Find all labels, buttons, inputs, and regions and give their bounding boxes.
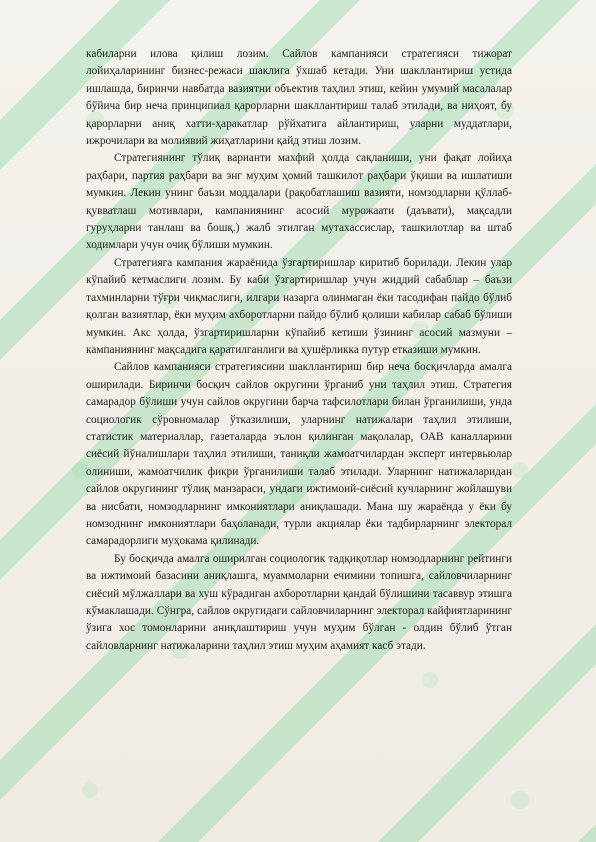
paragraph-5: Бу босқичда амалга оширилган социологик тадқиқотлар номзодларнинг рейтинги ва ижтимоий базасини аниқлашга, муаммоларни ечимини топишга, сайловчиларнинг сиёсий мўлжаллари ва хуш кўрадиган ахборотларни қандай бўлишини тасаввур этишга кўмаклашади. Сўнгра, сайлов округидаги сайловчиларнинг электорал кайфиятларининг ўзига хос томонларини аниқлаштириш учун муҳим бўлган - олдин бўлиб ўтган сайловларнинг натижаларини таҳлил этиш муҳим аҳамият касб этади.: [86, 552, 512, 652]
body-text: [86, 46, 512, 655]
paragraph-1: кабиларни илова қилиш лозим. Сайлов кампанияси стратегияси тижорат лойиҳаларининг бизнес-режаси шаклига ўхшаб кетади. Уни шакллантириш устида ишлашда, биринчи навбатда вазиятни объектив таҳлил этиш, кейин умумий масалалар бўйича бир неча принципиал қарорларни шакллантириш талаб этилади, ва ниҳоят, бу қарорларни аниқ хатти-ҳаракатлар рўйхатига айлантириш, уларни муддатлари, ижрочилари ва молиявий жиҳатларини қайд этиш лозим.: [86, 48, 512, 148]
paragraph-4: Сайлов кампанияси стратегиясини шакллантириш бир неча босқичларда амалга оширилади. Биринчи босқич сайлов округини ўрганиб уни таҳлил этиш. Стратегия самарадор бўлиши учун сайлов округини барча тафсилотлари билан ўрганилиши, унда социологик сўровномалар ўтказилиши, уларнинг натижалари таҳлил этилиши, статистик материаллар, газеталарда эълон қилинган мақолалар, ОАВ каналларини сиёсий йўналишлари таҳлил этилиши, таниқли жамоатчилардан эксперт интервьюлар олиниши, жамоатчилик фикри ўрганилиши талаб этилади. Уларнинг натижаларидан сайлов округининг тўлиқ манзараси, ундаги ижтимоий-сиёсий кучларнинг жойлашуви ва нисбати, номзодларнинг имкониятлари аниқлашади. Мана шу жараёнда у ёки бу номзоднинг имкониятлари баҳоланади, турли акциялар ёки тадбирларнинг электорал самарадорлиги муҳокама қилинади.: [86, 361, 512, 548]
paragraph-2: Стратегиянинг тўлиқ варианти махфий ҳолда сақланиши, уни фақат лойиҳа раҳбари, партия раҳбари ва энг муҳим ҳомий ташкилот раҳбари ўқиши ва ишлатиши мумкин. Лекин унинг баъзи моддалари (рақобатлашиш вазияти, номзодларни қўллаб-қувватлаш мотивлари, кампаниянинг асосий мурожаати (даъвати), мақсадли гуруҳларни танлаш ва бошқ.) жалб этилган мутахассислар, ташкилотлар ва штаб ходимлари учун очиқ бўлиши мумкин.: [86, 152, 512, 252]
paragraph-3: Стратегияга кампания жараёнида ўзгартиришлар киритиб борилади. Лекин улар кўпайиб кетмаслиги лозим. Бу каби ўзгартиришлар учун жиддий сабаблар – баъзи тахминларни тўғри чиқмаслиги, илгари назарга олинмаган ёки тасодифан пайдо бўлиб қолган вазиятлар, ёки муҳим ахборотларни пайдо бўлиб қолиши кабилар сабаб бўлиши мумкин. Акс ҳолда, ўзгартиришларни кўпайиб кетиши ўзининг асосий мазмуни – кампаниянинг мақсадига қаратилганлиги ва ҳушёрликка путур етказиши мумкин.: [86, 256, 512, 356]
